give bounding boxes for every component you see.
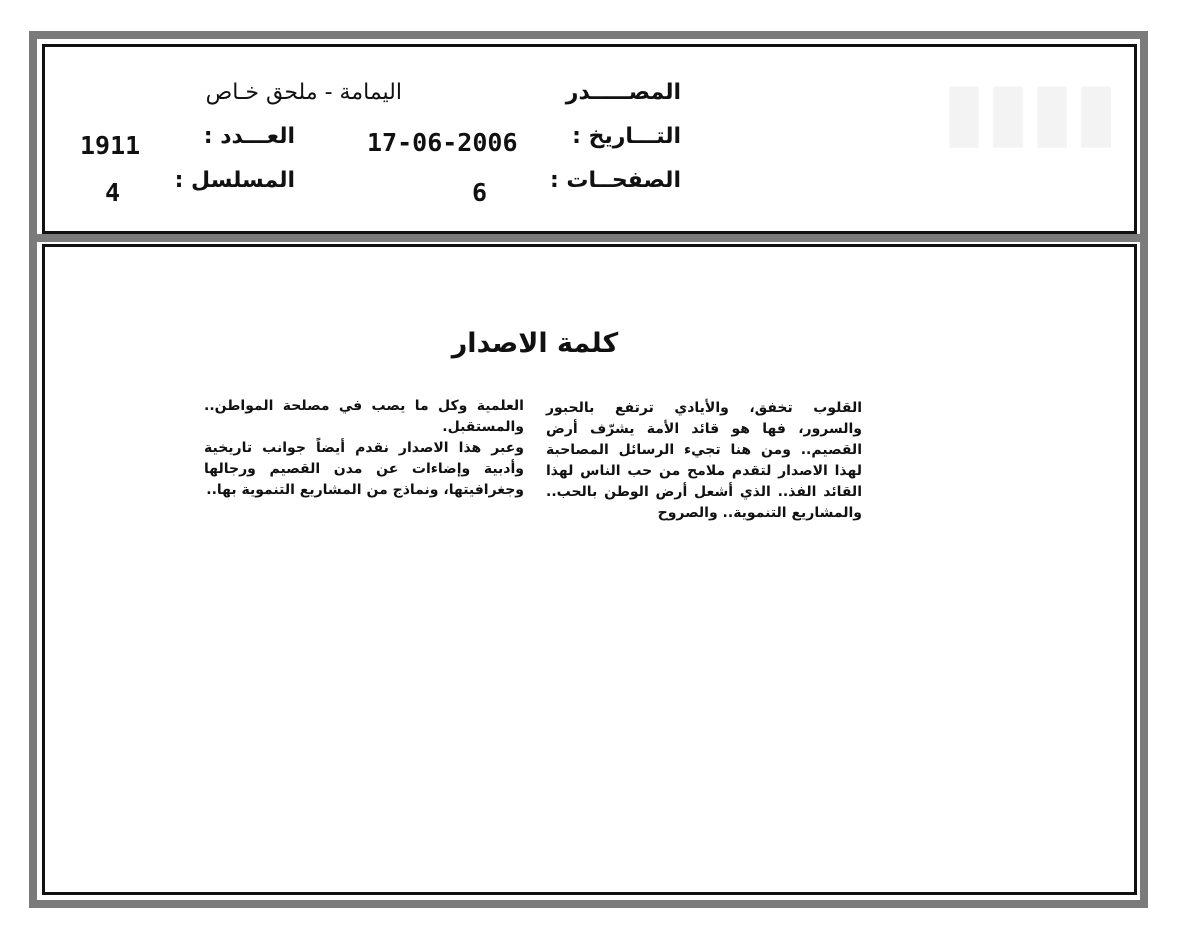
article-paragraph: وعبر هذا الاصدار نقدم أيضاً جوانب تاريخية وأدبية وإضاءات عن مدن القصيم ورجالها وجغرافيتها، ونماذج من المشاريع التنموية بها.. xyxy=(204,440,524,498)
pages-label: الصفحــات : xyxy=(549,168,681,193)
article-paragraph: العلمية وكل ما يصب في مصلحة المواطن.. والمستقبل. xyxy=(204,398,524,435)
date-value: 17-06-2006 xyxy=(367,128,518,157)
logo-watermark: ▮▮▮▮ xyxy=(941,64,1118,156)
article-title: كلمة الاصدار xyxy=(451,328,619,359)
source-value: اليمامة - ملحق خـاص xyxy=(205,80,402,105)
pages-value: 6 xyxy=(472,178,488,207)
separator-band xyxy=(36,234,1142,242)
article-column-right xyxy=(546,398,862,524)
article-column-left xyxy=(204,396,524,501)
date-label: التـــاريخ : xyxy=(572,124,681,149)
article-paragraph: القلوب تخفق، والأيادي ترتفع بالحبور والسرور، فها هو قائد الأمة يشرّف أرض القصيم.. ومن هنا تجيء الرسائل المصاحبة لهذا الاصدار لتقدم ملامح من حب الناس لهذا القائد الفذ.. الذي أشعل أرض الوطن بالحب.. والمشاريع التنموية.. والصروح xyxy=(546,400,862,521)
issue-label: العـــدد : xyxy=(203,124,295,149)
serial-value: 4 xyxy=(105,178,121,207)
source-label: المصـــــدر xyxy=(565,80,681,105)
issue-value: 1911 xyxy=(80,131,141,160)
serial-label: المسلسل : xyxy=(174,168,295,193)
